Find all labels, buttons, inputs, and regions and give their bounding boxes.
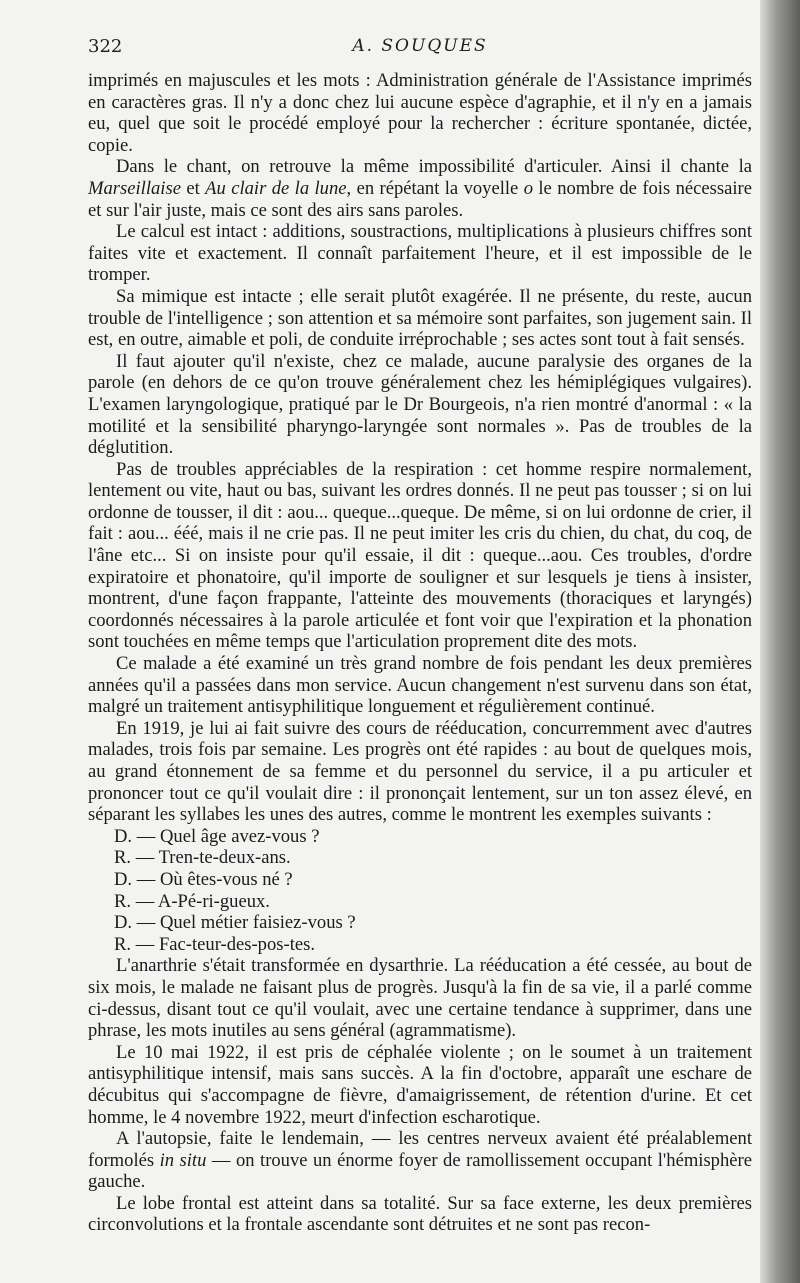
paragraph: imprimés en majuscules et les mots : Administration générale de l'Assistance imprimés en caractères gras. Il n'y a donc chez lui aucune espèce d'agraphie, et il n'y en a jamais eu, quel que soit le procédé employé pour la rechercher : écriture spontanée, dictée, copie. [88,70,752,156]
page-header [88,36,752,60]
paragraph: Le 10 mai 1922, il est pris de céphalée violente ; on le soumet à un traitement antisyphilitique intensif, mais sans succès. A la fin d'octobre, apparaît une eschare de décubitus qui s'accompagne de fièvre, d'amaigrissement, de rétention d'urine. Et cet homme, le 4 novembre 1922, meurt d'infection escharotique. [88,1041,752,1128]
dialogue-list [88,826,752,956]
paragraph [88,1128,752,1193]
dialogue-line: R. — Fac-teur-des-pos-tes. [114,933,316,955]
running-head: A. SOUQUES [352,36,488,56]
dialogue-line: R. — A-Pé-ri-gueux. [114,890,270,912]
paragraph: Le lobe frontal est atteint dans sa totalité. Sur sa face externe, les deux premières circonvolutions et la frontale ascendante sont détruites et ne sont pas recon- [88,1192,752,1236]
text-run: et [180,177,206,199]
dialogue-line: D. — Où êtes-vous né ? [114,868,293,890]
text-run: le nombre de fois nécessaire et sur l'air juste, mais ce sont des airs sans paroles. [88,177,752,221]
text-run: — on trouve un énorme foyer de ramollissement occupant l'hémisphère gauche. [88,1149,752,1193]
italic-title: Marseillaise [88,177,181,199]
dialogue-line: D. — Quel métier faisiez-vous ? [114,912,356,934]
paragraph [88,156,752,221]
paragraph: Ce malade a été examiné un très grand nombre de fois pendant les deux premières années qu'il a passées dans mon service. Aucun changement n'est survenu dans son état, malgré un traitement antisyphilitique longuement et régulièrement continué. [88,653,752,718]
paragraph: Pas de troubles appréciables de la respiration : cet homme respire normalement, lentement ou vite, haut ou bas, suivant les ordres donnés. Il ne peut pas tousser ; si on lui ordonne de tousser, il dit : aou... queque...queque. De même, si on lui ordonne de crier, il fait : aou... ééé, mais il ne crie pas. Il ne peut imiter les cris du chien, du chat, du coq, de l'âne etc... Si on insiste pour qu'il essaie, il dit : queque...aou. Ces troubles, d'ordre expiratoire et phonatoire, qu'il importe de souligner et sur lesquels je tiens à insister, montrent, d'une façon frappante, l'atteinte des mouvements (thoraciques et laryngés) coordonnés nécessaires à la parole articulée et font voir que l'expiration et la phonation sont touchées en même temps que l'articulation proprement dite des mots. [88,458,752,653]
dialogue-line: R. — Tren-te-deux-ans. [114,847,291,869]
paragraph: Le calcul est intact : additions, soustractions, multiplications à plusieurs chiffres sont faites vite et exactement. Il connaît parfaitement l'heure, et il est impossible de le tromper. [88,221,752,286]
paragraph: L'anarthrie s'était transformée en dysarthrie. La rééducation a été cessée, au bout de six mois, le malade ne faisant plus de progrès. Jusqu'à la fin de sa vie, il a parlé comme ci-dessus, disant tout ce qu'il voulait, avec une certaine tendance à supprimer, dans une phrase, les mots inutiles au sens général (agrammatisme). [88,955,752,1042]
italic-term: in situ [159,1149,207,1171]
text-run: , en répétant la voyelle [346,177,524,199]
page-number: 322 [88,36,123,57]
paragraph: Il faut ajouter qu'il n'existe, chez ce malade, aucune paralysie des organes de la parole (en dehors de ce qu'on trouve généralement chez les hémiplégiques vulgaires). L'examen laryngologique, pratiqué par le Dr Bourgeois, n'a rien montré d'anormal : « la motilité et la sensibilité pharyngo-laryngée sont normales ». Pas de troubles de la déglutition. [88,350,752,459]
text-run: Dans le chant, on retrouve la même impossibilité d'articuler. Ainsi il chante la [116,156,752,178]
body-text [88,70,752,1236]
paragraph: Sa mimique est intacte ; elle serait plutôt exagérée. Il ne présente, du reste, aucun trouble de l'intelligence ; son attention et sa mémoire sont parfaites, son jugement sain. Il est, en outre, aimable et poli, de conduite irréprochable ; ses actes sont tout à fait sensés. [88,285,752,351]
italic-title: Au clair de la lune [205,177,347,199]
paragraph: En 1919, je lui ai fait suivre des cours de rééducation, concurremment avec d'autres malades, trois fois par semaine. Les progrès ont été rapides : au bout de quelques mois, au grand étonnement de sa femme et du personnel du service, il a pu articuler et prononcer tout ce qu'il voulait dire : il prononçait lentement, sur un ton assez élevé, en séparant les syllabes les unes des autres, comme le montrent les exemples suivants : [88,717,752,826]
italic-vowel: o [523,177,533,199]
dialogue-line: D. — Quel âge avez-vous ? [114,825,320,847]
text-run: A l'autopsie, faite le lendemain, — les centres nerveux avaient été préalablement formolés [88,1128,752,1171]
book-gutter-shadow [760,0,800,1283]
